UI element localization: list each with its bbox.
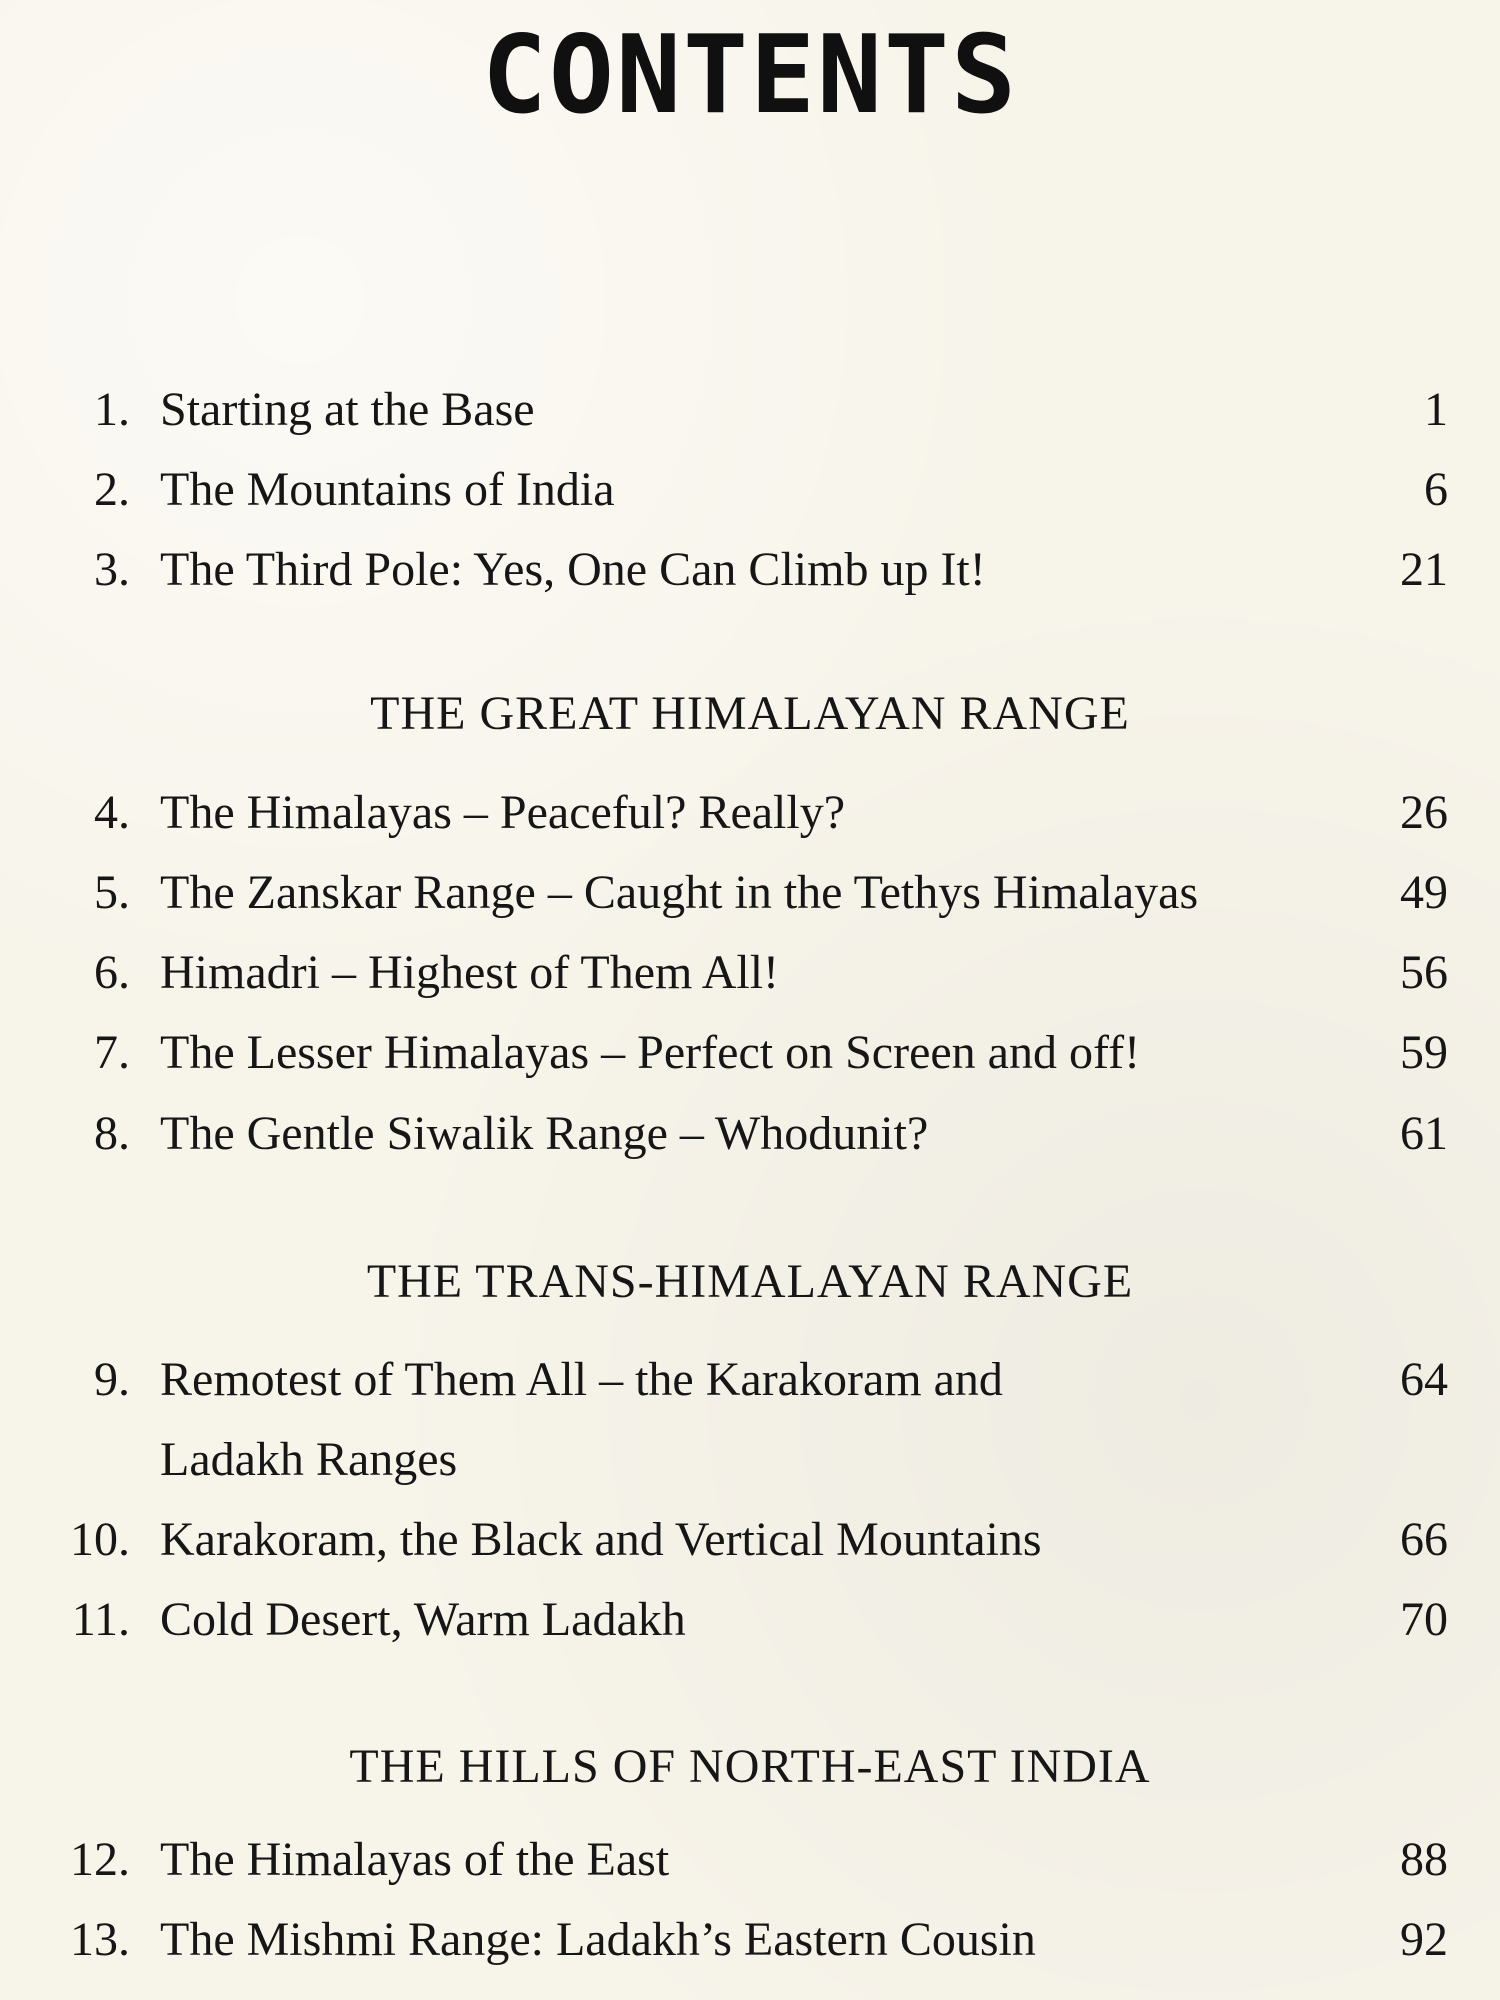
- chapter-number: 11.: [71, 1593, 130, 1646]
- page-number: 70: [1400, 1593, 1448, 1646]
- chapter-title: The Lesser Himalayas – Perfect on Screen and off!: [160, 1026, 1141, 1079]
- toc-entry-13: [0, 1910, 1500, 1970]
- chapter-number: 8.: [94, 1107, 130, 1160]
- chapter-number: 13.: [70, 1913, 130, 1966]
- toc-entry-10: [0, 1510, 1500, 1570]
- toc-entry-5: [0, 863, 1500, 923]
- page-number: 88: [1400, 1833, 1448, 1886]
- chapter-title: The Himalayas – Peaceful? Really?: [160, 786, 846, 839]
- toc-entry-6: [0, 943, 1500, 1003]
- chapter-number: 1.: [94, 383, 130, 436]
- page-number: 92: [1400, 1913, 1448, 1966]
- toc-entry-8: [0, 1104, 1500, 1164]
- chapter-title: [160, 1350, 1340, 1510]
- page-number: 64: [1400, 1353, 1448, 1406]
- toc-entry-4: [0, 783, 1500, 843]
- section-heading-north-east: THE HILLS OF NORTH-EAST INDIA: [349, 1740, 1151, 1793]
- chapter-number: 7.: [94, 1026, 130, 1079]
- chapter-title: The Mountains of India: [160, 463, 615, 516]
- chapter-title: Cold Desert, Warm Ladakh: [160, 1593, 686, 1646]
- page-number: 56: [1400, 946, 1448, 999]
- chapter-number: 2.: [94, 463, 130, 516]
- chapter-title: The Gentle Siwalik Range – Whodunit?: [160, 1107, 929, 1160]
- toc-entry-2: [0, 460, 1500, 520]
- section-heading-great-himalayan: THE GREAT HIMALAYAN RANGE: [370, 687, 1130, 740]
- chapter-number: 10.: [70, 1513, 130, 1566]
- page-number: 66: [1400, 1513, 1448, 1566]
- chapter-title: Karakoram, the Black and Vertical Mountains: [160, 1513, 1042, 1566]
- toc-entry-12: [0, 1830, 1500, 1890]
- page-number: 49: [1400, 866, 1448, 919]
- page-number: 1: [1424, 383, 1448, 436]
- chapter-title: The Third Pole: Yes, One Can Climb up It!: [160, 543, 986, 596]
- chapter-title: Starting at the Base: [160, 383, 535, 436]
- chapter-number: 5.: [94, 866, 130, 919]
- chapter-number: 3.: [94, 543, 130, 596]
- chapter-title-line-1: Remotest of Them All – the Karakoram and: [160, 1353, 1003, 1406]
- toc-entry-7: [0, 1023, 1500, 1083]
- chapter-title: The Zanskar Range – Caught in the Tethys Himalayas: [160, 866, 1199, 919]
- chapter-title: Himadri – Highest of Them All!: [160, 946, 780, 999]
- toc-entry-11: [0, 1590, 1500, 1650]
- page-number: 6: [1424, 463, 1448, 516]
- page-number: 59: [1400, 1026, 1448, 1079]
- chapter-number: 4.: [94, 786, 130, 839]
- page-title: CONTENTS: [481, 13, 1019, 138]
- page-number: 61: [1400, 1107, 1448, 1160]
- toc-entry-1: [0, 380, 1500, 440]
- chapter-title-line-2: Ladakh Ranges: [160, 1433, 458, 1486]
- page-number: 21: [1400, 543, 1448, 596]
- chapter-number: 6.: [94, 946, 130, 999]
- chapter-title: The Himalayas of the East: [160, 1833, 670, 1886]
- toc-entry-3: [0, 540, 1500, 600]
- page-number: 26: [1400, 786, 1448, 839]
- chapter-number: 9.: [94, 1353, 130, 1406]
- toc-entry-9: [0, 1350, 1500, 1490]
- chapter-title: The Mishmi Range: Ladakh’s Eastern Cousin: [160, 1913, 1036, 1966]
- chapter-number: 12.: [70, 1833, 130, 1886]
- section-heading-trans-himalayan: THE TRANS-HIMALAYAN RANGE: [366, 1255, 1134, 1308]
